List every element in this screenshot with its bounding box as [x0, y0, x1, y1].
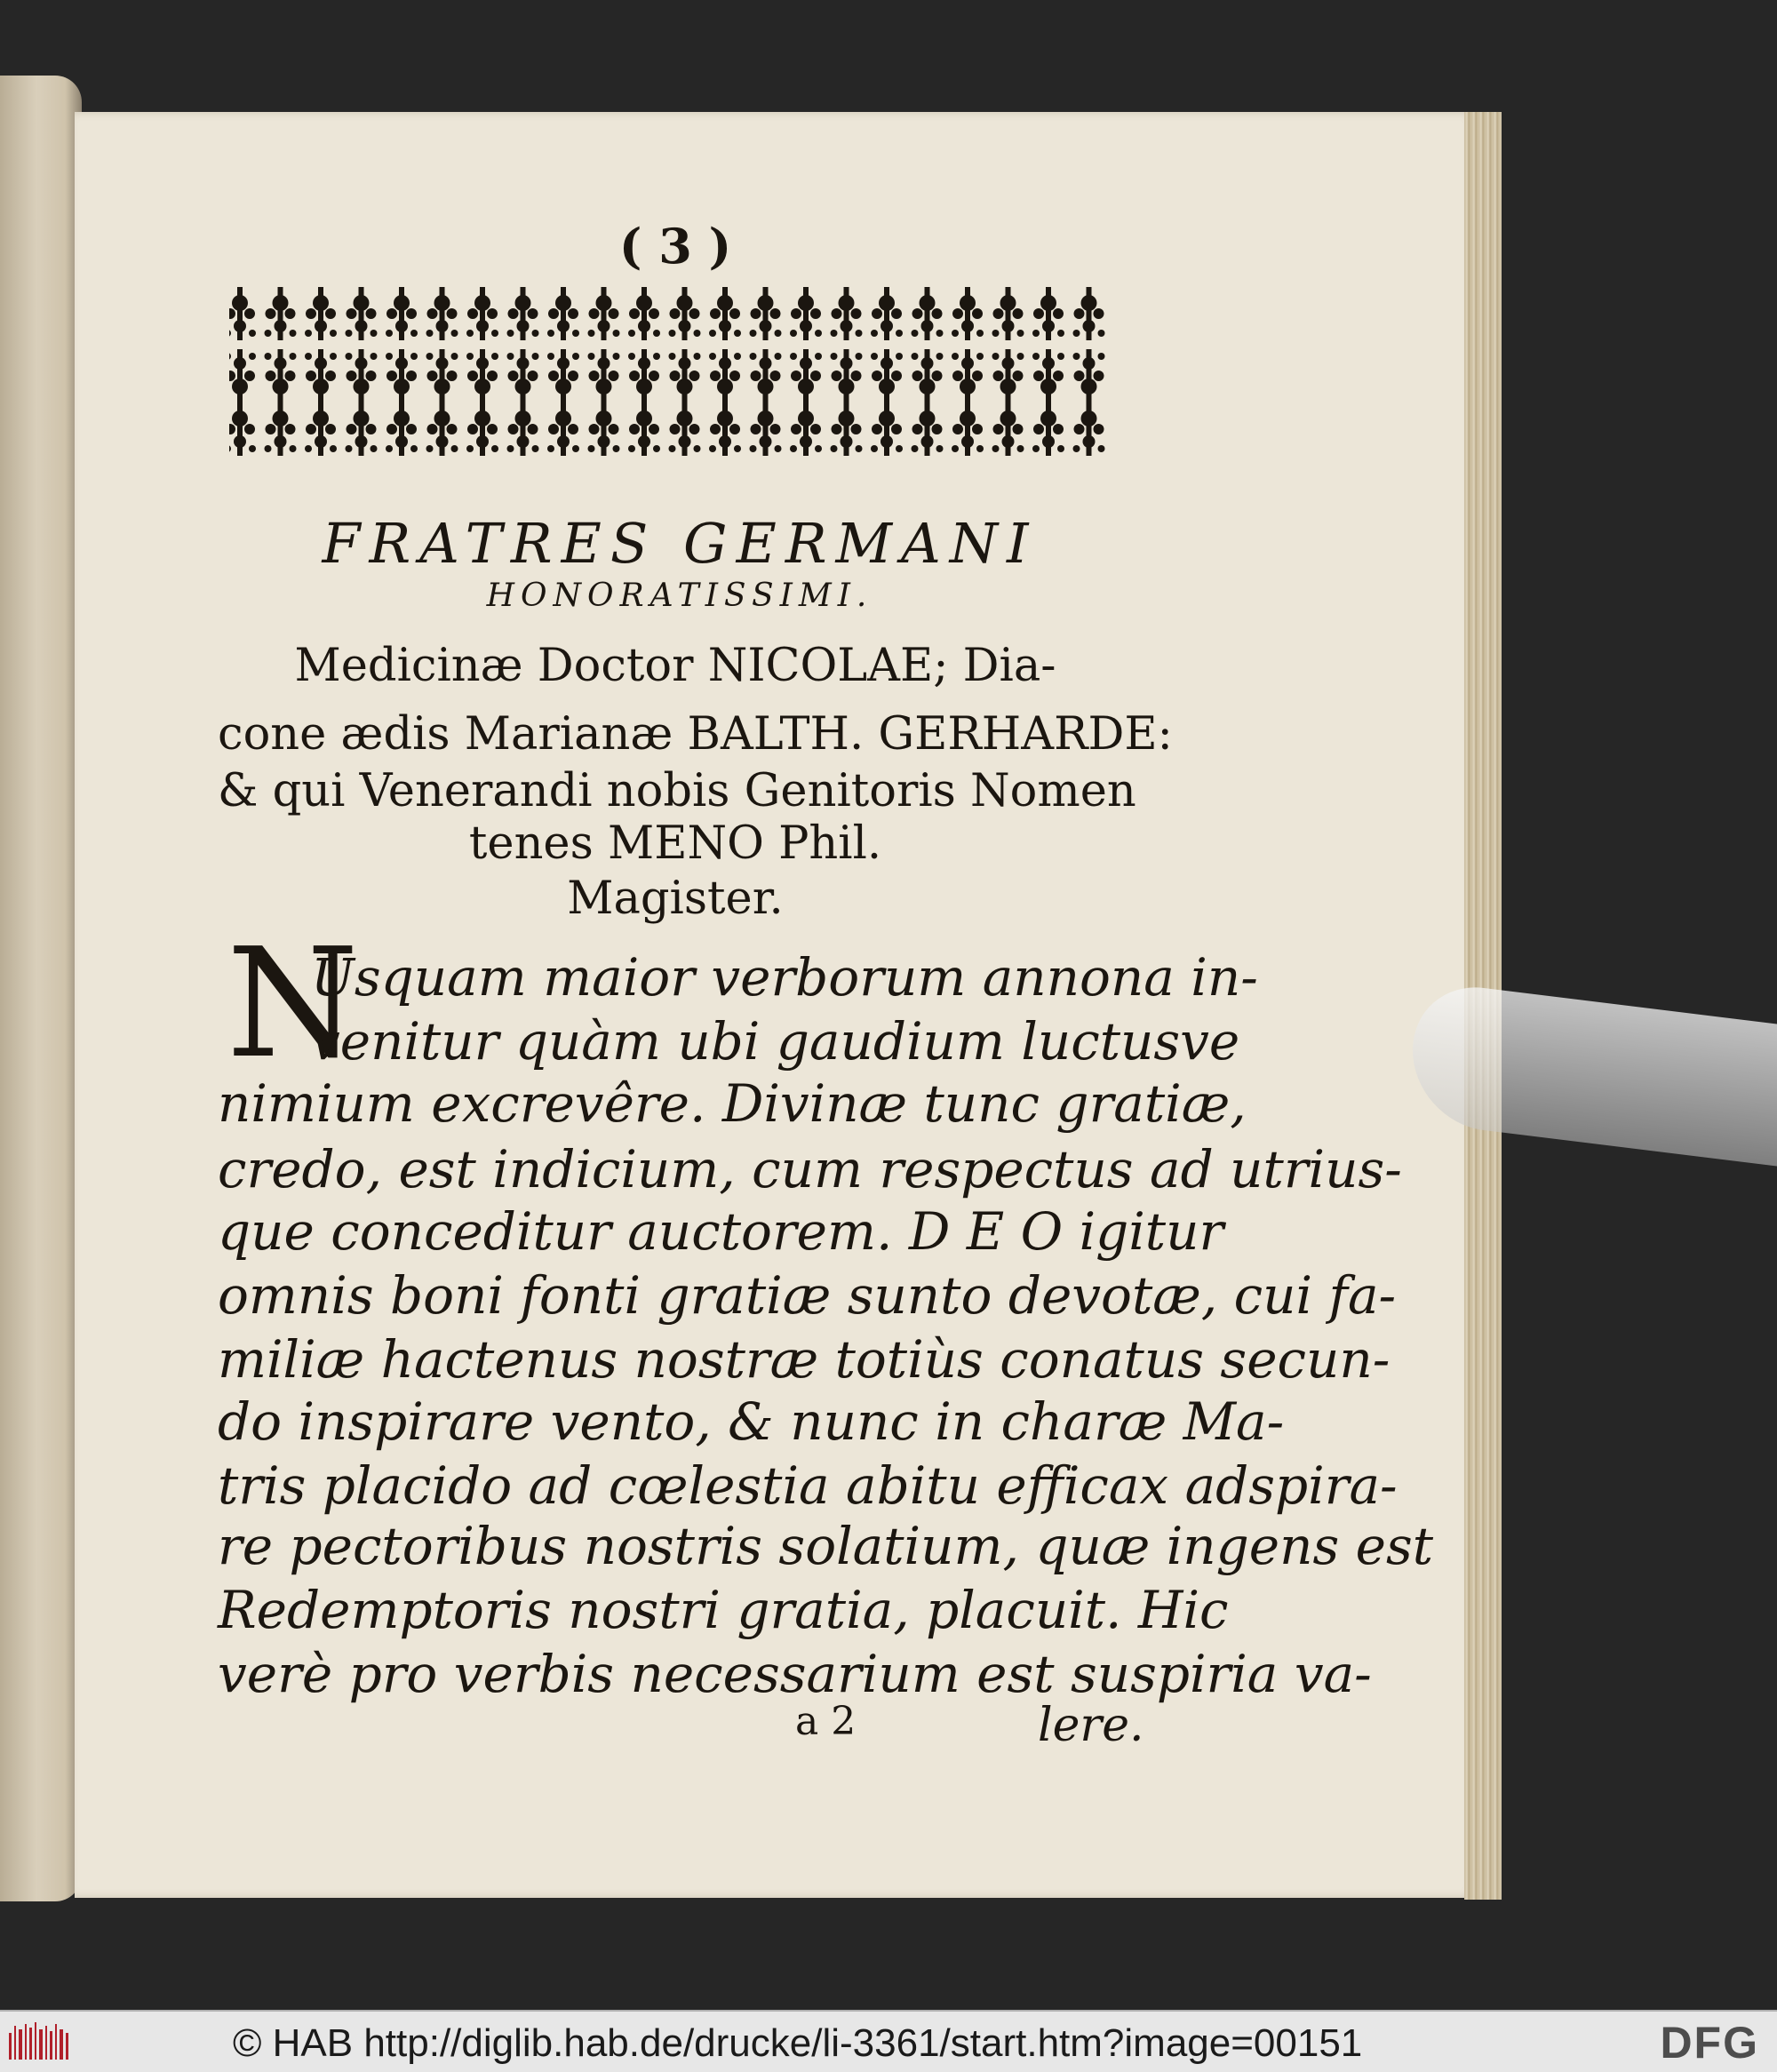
ornament-fleuron [709, 402, 741, 456]
ornament-fleuron [229, 402, 256, 456]
body-line: credo, est indicium, cum respectus ad utrius- [218, 1139, 1402, 1199]
facing-page-edge [0, 76, 82, 1901]
ornament-fleuron [750, 402, 782, 456]
ornament-fleuron [1032, 349, 1064, 402]
ornament-fleuron [1073, 287, 1105, 340]
ornament-fleuron [346, 349, 378, 402]
ornament-fleuron [669, 349, 701, 402]
ornament-fleuron [1032, 402, 1064, 456]
ornament-fleuron [346, 402, 378, 456]
ornament-fleuron [426, 287, 458, 340]
ornament-fleuron [628, 402, 660, 456]
ornament-fleuron [346, 287, 378, 340]
viewer-footer [0, 2010, 1777, 2072]
ornament-fleuron [547, 287, 579, 340]
ornament-fleuron [952, 402, 984, 456]
subheading: HONORATISSIMI. [486, 578, 873, 614]
ornament-fleuron [871, 349, 903, 402]
ornament-fleuron [709, 287, 741, 340]
body-line: venitur quàm ubi gaudium luctusve [311, 1011, 1240, 1072]
ornament-fleuron [507, 287, 539, 340]
dfg-logo: DFG [1660, 2018, 1759, 2068]
ornament-fleuron [669, 402, 701, 456]
ornament-fleuron [871, 287, 903, 340]
catchword: lere. [1038, 1699, 1144, 1752]
ornament-fleuron [952, 349, 984, 402]
ornament-fleuron [750, 287, 782, 340]
ornament-fleuron [588, 349, 620, 402]
barcode-icon [7, 2020, 73, 2063]
ornament-fleuron [265, 349, 297, 402]
decorative-ornament-band [229, 283, 1118, 465]
ornament-fleuron [547, 402, 579, 456]
ornament-fleuron [790, 349, 822, 402]
ornament-fleuron [265, 402, 297, 456]
ornament-fleuron [466, 402, 498, 456]
ornament-fleuron [628, 349, 660, 402]
ornament-fleuron [831, 349, 863, 402]
ornament-fleuron [229, 287, 256, 340]
ornament-fleuron [992, 287, 1024, 340]
body-line: Redemptoris nostri gratia, placuit. Hic [218, 1580, 1229, 1640]
ornament-fleuron [386, 349, 418, 402]
body-line: re pectoribus nostris solatium, quæ ingens est [218, 1516, 1434, 1576]
ornament-fleuron [265, 287, 297, 340]
ornament-fleuron [305, 349, 337, 402]
drop-cap: N [227, 916, 359, 1092]
ornament-fleuron [386, 287, 418, 340]
ornament-fleuron [305, 287, 337, 340]
ornament-fleuron [709, 349, 741, 402]
ornament-fleuron [466, 349, 498, 402]
address-line: tenes MENO Phil. [468, 817, 882, 870]
body-line: tris placido ad cœlestia abitu efficax adspira- [218, 1455, 1398, 1516]
ornament-fleuron [547, 349, 579, 402]
address-line: Magister. [567, 873, 784, 925]
address-line: cone ædis Marianæ BALTH. GERHARDE: [218, 708, 1173, 761]
ornament-fleuron [229, 349, 256, 402]
ornament-fleuron [912, 287, 944, 340]
ornament-fleuron [426, 349, 458, 402]
ornament-fleuron [992, 349, 1024, 402]
ornament-fleuron [507, 349, 539, 402]
ornament-fleuron [912, 349, 944, 402]
signature-mark: a 2 [795, 1699, 857, 1744]
address-line: & qui Venerandi nobis Genitoris Nomen [218, 765, 1136, 817]
heading: FRATRES GERMANI [322, 511, 1038, 576]
body-line: verè pro verbis necessarium est suspiria va- [218, 1644, 1372, 1704]
copyright-url[interactable]: © HAB http://diglib.hab.de/drucke/li-3361/start.htm?image=00151 [233, 2021, 1363, 2065]
ornament-fleuron [1073, 349, 1105, 402]
ornament-fleuron [386, 402, 418, 456]
ornament-fleuron [992, 402, 1024, 456]
ornament-fleuron [1073, 402, 1105, 456]
body-line: Usquam maior verborum annona in- [311, 947, 1258, 1008]
body-line: omnis boni fonti gratiæ sunto devotæ, cui fa- [218, 1265, 1397, 1326]
ornament-fleuron [790, 402, 822, 456]
ornament-fleuron [628, 287, 660, 340]
ornament-fleuron [831, 287, 863, 340]
address-line: Medicinæ Doctor NICOLAE; Dia- [294, 640, 1056, 692]
ornament-fleuron [952, 287, 984, 340]
page-number: ( 3 ) [618, 218, 732, 275]
ornament-fleuron [790, 287, 822, 340]
body-line: nimium excrevêre. Divinæ tunc gratiæ, [218, 1073, 1247, 1134]
ornament-fleuron [588, 402, 620, 456]
ornament-fleuron [426, 402, 458, 456]
ornament-fleuron [871, 402, 903, 456]
body-line: do inspirare vento, & nunc in charæ Ma- [218, 1391, 1285, 1452]
body-line: que conceditur auctorem. D E O igitur [218, 1201, 1224, 1262]
ornament-fleuron [1032, 287, 1064, 340]
ornament-fleuron [912, 402, 944, 456]
ornament-fleuron [831, 402, 863, 456]
ornament-fleuron [669, 287, 701, 340]
body-line: miliæ hactenus nostræ totiùs conatus secun- [218, 1329, 1391, 1390]
ornament-fleuron [750, 349, 782, 402]
ornament-fleuron [588, 287, 620, 340]
ornament-fleuron [466, 287, 498, 340]
ornament-fleuron [507, 402, 539, 456]
ornament-fleuron [305, 402, 337, 456]
